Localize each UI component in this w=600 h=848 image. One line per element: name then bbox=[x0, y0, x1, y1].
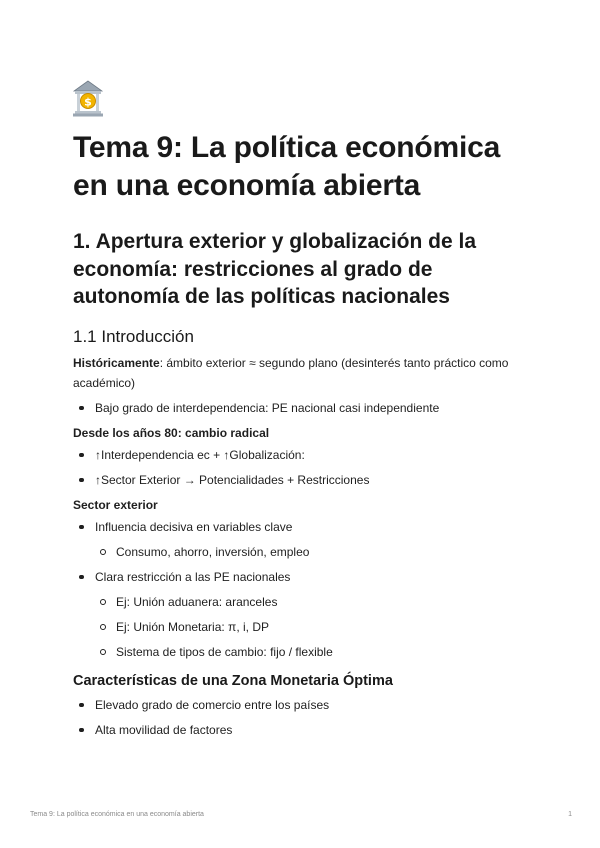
page-number: 1 bbox=[568, 811, 572, 818]
page-title: Tema 9: La política económica en una economía abierta bbox=[73, 131, 501, 202]
sector-exterior-list bbox=[73, 517, 533, 662]
historic-label: Históricamente bbox=[73, 355, 160, 370]
since80-label: Desde los años 80: cambio radical bbox=[73, 425, 270, 440]
historic-list bbox=[73, 398, 533, 418]
nested-list-item: Ej: Unión aduanera: aranceles bbox=[73, 592, 533, 612]
footer-title: Tema 9: La política económica en una economía abierta bbox=[30, 811, 204, 818]
list-item: Clara restricción a las PE nacionales bbox=[73, 567, 533, 587]
list-item: Elevado grado de comercio entre los países bbox=[73, 695, 533, 715]
list-item: Alta movilidad de factores bbox=[73, 720, 533, 740]
document-page bbox=[73, 80, 533, 745]
list-item: Bajo grado de interdependencia: PE nacional casi independiente bbox=[73, 398, 533, 418]
list-item: ↑Sector Exterior → Potencialidades + Restricciones bbox=[73, 470, 533, 490]
page-footer bbox=[30, 811, 572, 818]
historic-paragraph bbox=[73, 353, 533, 393]
list-item: Influencia decisiva en variables clave bbox=[73, 517, 533, 537]
bank-icon bbox=[73, 80, 103, 118]
list-item: ↑Interdependencia ec + ↑Globalización: bbox=[73, 445, 533, 465]
section-heading-1: 1. Apertura exterior y globalización de la economía: restricciones al grado de autonomía de las políticas nacionales bbox=[73, 230, 477, 308]
zmo-list bbox=[73, 695, 533, 740]
historic-text: : ámbito exterior ≈ segundo plano (desinterés tanto práctico como académico) bbox=[73, 355, 509, 390]
zmo-heading: Características de una Zona Monetaria Óptima bbox=[73, 672, 393, 689]
svg-text:$: $ bbox=[84, 95, 92, 109]
nested-list-item: Ej: Unión Monetaria: π, i, DP bbox=[73, 617, 533, 637]
since80-list bbox=[73, 445, 533, 490]
nested-list-item: Consumo, ahorro, inversión, empleo bbox=[73, 542, 533, 562]
sector-exterior-label: Sector exterior bbox=[73, 497, 158, 512]
subsection-heading-1-1: 1.1 Introducción bbox=[73, 326, 194, 346]
nested-list-item: Sistema de tipos de cambio: fijo / flexible bbox=[73, 642, 533, 662]
